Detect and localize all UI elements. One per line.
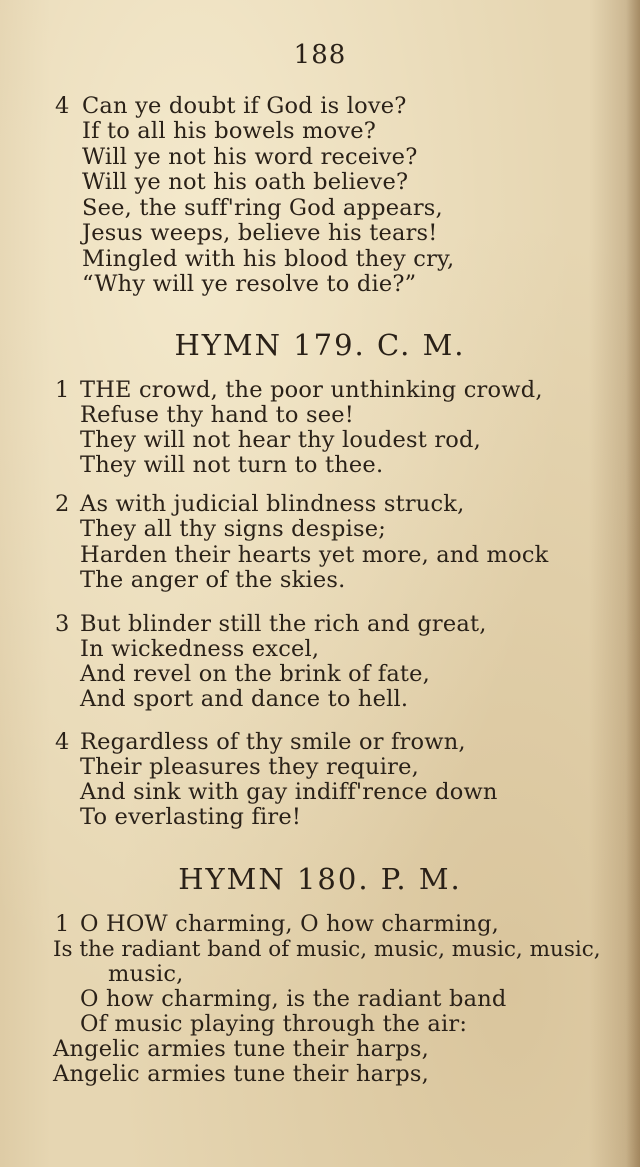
verse-line: Angelic armies tune their harps,	[53, 1061, 429, 1087]
verse-line: And revel on the brink of fate,	[80, 661, 431, 687]
verse-line: Jesus weeps, believe his tears!	[82, 220, 438, 246]
stanza-number: 3	[55, 611, 70, 637]
stanza-number: 4	[55, 729, 70, 755]
page-edge-shadow	[626, 0, 640, 1167]
verse-line: Harden their hearts yet more, and mock	[80, 542, 549, 568]
verse-line: Regardless of thy smile or frown,	[80, 729, 466, 755]
hymn-heading: HYMN 180. P. M.	[178, 862, 462, 896]
verse-line: Will ye not his oath believe?	[82, 169, 409, 195]
verse-line: O HOW charming, O how charming,	[80, 911, 500, 937]
verse-line: Of music playing through the air:	[80, 1011, 468, 1037]
stanza-number: 1	[55, 911, 70, 937]
verse-line: If to all his bowels move?	[82, 118, 377, 144]
verse-line: music,	[108, 961, 184, 987]
page-number: 188	[293, 40, 347, 70]
verse-line: They all thy signs despise;	[80, 516, 387, 542]
verse-line: In wickedness excel,	[80, 636, 320, 662]
verse-line: See, the suff'ring God appears,	[82, 195, 443, 221]
verse-line: They will not turn to thee.	[80, 452, 384, 478]
verse-line: Is the radiant band of music, music, music, music,	[53, 937, 601, 962]
verse-line: Mingled with his blood they cry,	[82, 246, 455, 272]
verse-line: But blinder still the rich and great,	[80, 611, 487, 637]
verse-line: And sink with gay indiff'rence down	[80, 779, 498, 805]
verse-line: The anger of the skies.	[80, 567, 346, 593]
verse-line: And sport and dance to hell.	[80, 686, 409, 712]
verse-line: Angelic armies tune their harps,	[53, 1036, 429, 1062]
verse-line: THE crowd, the poor unthinking crowd,	[80, 377, 543, 403]
stanza-number: 2	[55, 491, 70, 517]
hymn-heading: HYMN 179. C. M.	[174, 328, 466, 362]
verse-line: Their pleasures they require,	[80, 754, 419, 780]
verse-line: Refuse thy hand to see!	[80, 402, 354, 428]
verse-line: They will not hear thy loudest rod,	[80, 427, 481, 453]
verse-line: Can ye doubt if God is love?	[82, 93, 407, 119]
verse-line: O how charming, is the radiant band	[80, 986, 507, 1012]
verse-line: As with judicial blindness struck,	[80, 491, 465, 517]
stanza-number: 1	[55, 377, 70, 403]
stanza-number: 4	[55, 93, 70, 119]
verse-line: To everlasting fire!	[80, 804, 302, 830]
verse-line: “Why will ye resolve to die?”	[82, 271, 417, 297]
verse-line: Will ye not his word receive?	[82, 144, 418, 170]
